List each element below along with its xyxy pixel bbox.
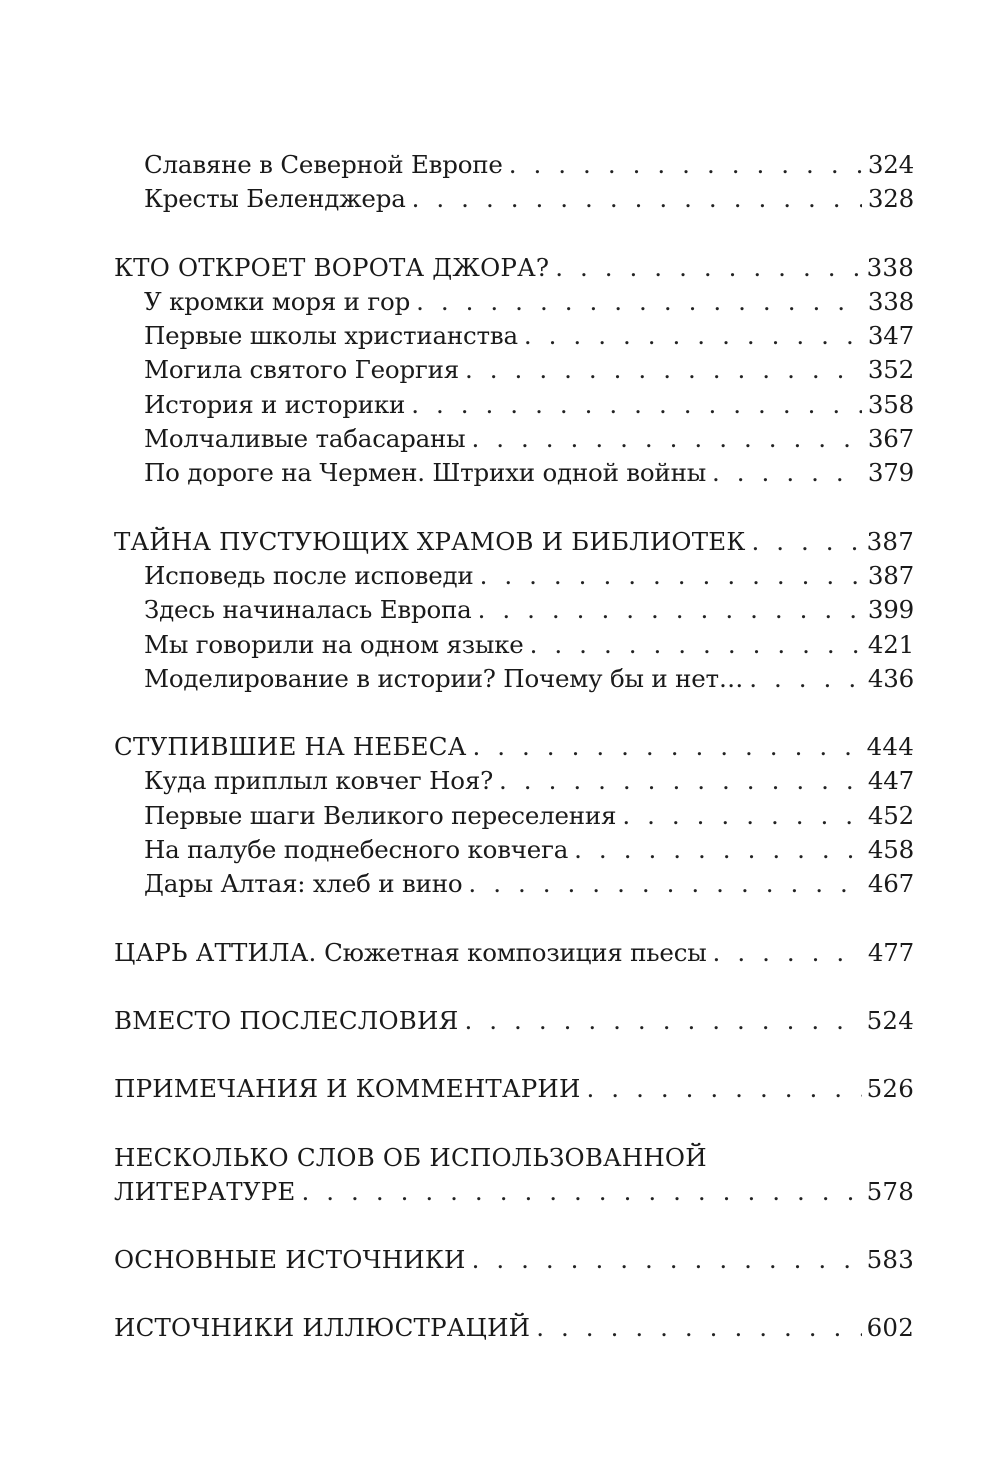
toc-entry-page: 458 bbox=[867, 835, 914, 865]
dot-leader bbox=[411, 388, 862, 422]
dot-leader bbox=[499, 764, 862, 798]
toc-entry[interactable] bbox=[114, 593, 914, 627]
toc-section[interactable] bbox=[114, 730, 914, 764]
toc-section-title: ПРИМЕЧАНИЯ И КОММЕНТАРИИ bbox=[114, 1074, 581, 1104]
dot-leader bbox=[412, 182, 862, 216]
toc-entry[interactable] bbox=[114, 319, 914, 353]
table-of-contents bbox=[114, 148, 914, 1346]
toc-section[interactable] bbox=[114, 1243, 914, 1277]
toc-section-title: ИСТОЧНИКИ ИЛЛЮСТРАЦИЙ bbox=[114, 1313, 531, 1343]
toc-entry-title: Моделирование в истории? Почему бы и нет… bbox=[144, 663, 744, 693]
toc-entry[interactable] bbox=[114, 764, 914, 798]
toc-entry-title: На палубе поднебесного ковчега bbox=[144, 835, 569, 865]
dot-leader bbox=[524, 319, 862, 353]
toc-section-title bbox=[114, 936, 707, 970]
toc-entry-page: 367 bbox=[867, 424, 914, 454]
dot-leader bbox=[471, 422, 862, 456]
toc-entry-page: 338 bbox=[867, 286, 914, 316]
toc-section-title: ЛИТЕРАТУРЕ bbox=[114, 1176, 296, 1206]
toc-section[interactable] bbox=[114, 936, 914, 970]
toc-section-page: 524 bbox=[866, 1005, 914, 1035]
dot-leader bbox=[472, 1243, 862, 1277]
toc-entry[interactable] bbox=[114, 559, 914, 593]
toc-entry-page: 347 bbox=[867, 321, 914, 351]
toc-entry-page: 421 bbox=[867, 629, 914, 659]
section-gap bbox=[114, 970, 914, 1004]
toc-entry-title: История и историки bbox=[144, 389, 406, 419]
toc-entry-title: Исповедь после исповеди bbox=[144, 560, 474, 590]
toc-section-line1[interactable] bbox=[114, 1141, 914, 1175]
dot-leader bbox=[509, 148, 862, 182]
toc-entry[interactable] bbox=[114, 799, 914, 833]
dot-leader bbox=[587, 1072, 862, 1106]
toc-entry-title: Кресты Беленджера bbox=[144, 184, 406, 214]
toc-entry[interactable] bbox=[114, 285, 914, 319]
toc-section-title: НЕСКОЛЬКО СЛОВ ОБ ИСПОЛЬЗОВАННОЙ bbox=[114, 1142, 707, 1172]
toc-section-page: 583 bbox=[866, 1245, 914, 1275]
toc-entry-page: 324 bbox=[867, 150, 914, 179]
toc-section-title: КТО ОТКРОЕТ ВОРОТА ДЖОРА? bbox=[114, 252, 550, 282]
toc-entry-title: Куда приплыл ковчег Ноя? bbox=[144, 766, 494, 796]
toc-entry[interactable] bbox=[114, 422, 914, 456]
toc-entry-title: Первые шаги Великого переселения bbox=[144, 800, 617, 830]
toc-entry[interactable] bbox=[114, 833, 914, 867]
toc-entry-page: 452 bbox=[867, 800, 914, 830]
toc-section-title: ОСНОВНЫЕ ИСТОЧНИКИ bbox=[114, 1245, 466, 1275]
toc-entry[interactable] bbox=[114, 388, 914, 422]
toc-entry-page: 328 bbox=[867, 184, 914, 214]
section-gap bbox=[114, 1277, 914, 1311]
toc-section-title-caps: ЦАРЬ АТТИЛА. bbox=[114, 937, 317, 967]
toc-entry-title: У кромки моря и гор bbox=[144, 286, 411, 316]
toc-section[interactable] bbox=[114, 1311, 914, 1345]
toc-entry-page: 379 bbox=[867, 458, 914, 488]
toc-section-title: ТАЙНА ПУСТУЮЩИХ ХРАМОВ И БИБЛИОТЕК bbox=[114, 526, 746, 556]
dot-leader bbox=[465, 353, 862, 387]
section-gap bbox=[114, 217, 914, 251]
toc-entry[interactable] bbox=[114, 456, 914, 490]
dot-leader bbox=[749, 662, 862, 696]
section-gap bbox=[114, 491, 914, 525]
toc-entry[interactable] bbox=[114, 628, 914, 662]
toc-entry-page: 436 bbox=[867, 663, 914, 693]
toc-entry[interactable] bbox=[114, 353, 914, 387]
toc-section[interactable] bbox=[114, 251, 914, 285]
dot-leader bbox=[472, 730, 862, 764]
dot-leader bbox=[751, 525, 862, 559]
dot-leader bbox=[622, 799, 862, 833]
dot-leader bbox=[555, 251, 862, 285]
toc-entry-title: Могила святого Георгия bbox=[144, 355, 459, 385]
toc-section[interactable] bbox=[114, 1175, 914, 1209]
toc-entry[interactable] bbox=[114, 148, 914, 182]
section-gap bbox=[114, 902, 914, 936]
toc-entry-page: 358 bbox=[867, 389, 914, 419]
toc-section-page: 444 bbox=[866, 732, 914, 762]
toc-entry-page: 352 bbox=[867, 355, 914, 385]
toc-entry-title: По дороге на Чермен. Штрихи одной войны bbox=[144, 458, 706, 488]
toc-entry-page: 447 bbox=[867, 766, 914, 796]
dot-leader bbox=[712, 456, 862, 490]
section-gap bbox=[114, 1209, 914, 1243]
toc-section-title-rest: Сюжетная композиция пьесы bbox=[316, 937, 707, 967]
dot-leader bbox=[536, 1311, 862, 1345]
dot-leader bbox=[468, 867, 862, 901]
toc-section-page: 602 bbox=[866, 1313, 914, 1343]
toc-entry-title: Первые школы христианства bbox=[144, 321, 518, 351]
toc-section[interactable] bbox=[114, 1072, 914, 1106]
toc-entry-title: Здесь начиналась Европа bbox=[144, 595, 472, 625]
toc-entry-page: 467 bbox=[867, 869, 914, 899]
toc-section[interactable] bbox=[114, 1004, 914, 1038]
dot-leader bbox=[416, 285, 862, 319]
section-gap bbox=[114, 696, 914, 730]
section-gap bbox=[114, 1107, 914, 1141]
dot-leader bbox=[574, 833, 862, 867]
toc-entry[interactable] bbox=[114, 867, 914, 901]
toc-section-page: 526 bbox=[866, 1074, 914, 1104]
toc-entry-title: Дары Алтая: хлеб и вино bbox=[144, 869, 463, 899]
dot-leader bbox=[713, 936, 862, 970]
dot-leader bbox=[530, 628, 862, 662]
toc-entry-page: 399 bbox=[867, 595, 914, 625]
dot-leader bbox=[302, 1175, 863, 1209]
toc-entry[interactable] bbox=[114, 182, 914, 216]
toc-section-title: СТУПИВШИЕ НА НЕБЕСА bbox=[114, 732, 467, 762]
toc-section-title: ВМЕСТО ПОСЛЕСЛОВИЯ bbox=[114, 1005, 459, 1035]
toc-entry-title: Славяне в Северной Европе bbox=[144, 150, 503, 179]
toc-entry-title: Молчаливые табасараны bbox=[144, 424, 466, 454]
toc-section-page: 477 bbox=[867, 937, 914, 967]
toc-entry-page: 387 bbox=[867, 560, 914, 590]
toc-entry-title: Мы говорили на одном языке bbox=[144, 629, 524, 659]
dot-leader bbox=[465, 1004, 863, 1038]
toc-section-page: 338 bbox=[866, 252, 914, 282]
toc-entry[interactable] bbox=[114, 662, 914, 696]
toc-section[interactable] bbox=[114, 525, 914, 559]
toc-section-page: 578 bbox=[866, 1176, 914, 1206]
dot-leader bbox=[478, 593, 862, 627]
toc-section-page: 387 bbox=[866, 526, 914, 556]
dot-leader bbox=[480, 559, 862, 593]
section-gap bbox=[114, 1038, 914, 1072]
